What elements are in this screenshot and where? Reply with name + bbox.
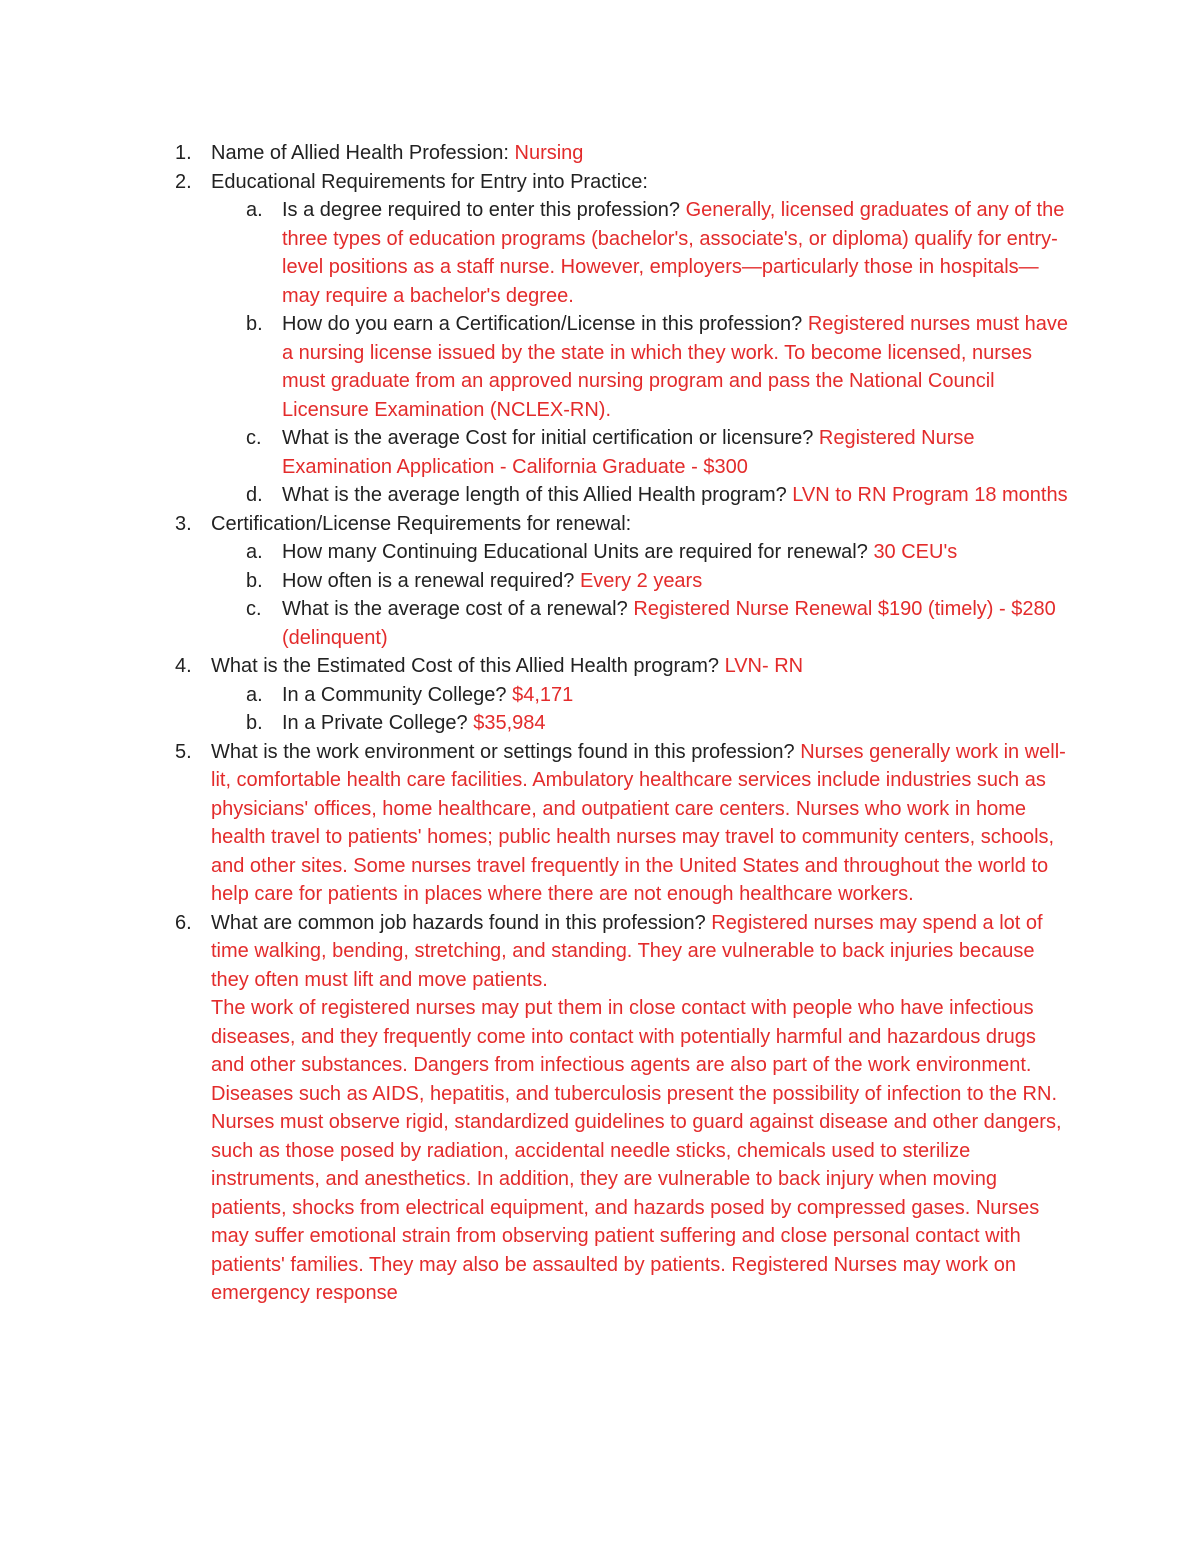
answer-text: Nursing — [514, 142, 584, 164]
sub-item-letter: a. — [246, 683, 263, 706]
list-item-2 — [170, 168, 1070, 197]
sub-item-letter: b. — [246, 569, 263, 592]
list-item-5 — [170, 738, 1070, 909]
question-text: Name of Allied Health Profession: — [211, 142, 515, 164]
question-text: What are common job hazards found in this profession? — [211, 911, 712, 934]
sub-item-3b — [170, 567, 1070, 596]
answer-text: Registered Nurse Renewal $190 (timely) - $280 (delinquent) — [282, 598, 1056, 649]
sub-item-4b — [170, 709, 1070, 738]
item-number: 1. — [175, 142, 192, 164]
question-text: In a Community College? — [282, 683, 513, 706]
sub-item-letter: b. — [246, 313, 263, 335]
sub-item-letter: c. — [246, 427, 262, 449]
item-number: 6. — [175, 911, 192, 934]
question-text: How do you earn a Certification/License in this profession? — [282, 313, 808, 335]
question-text: What is the average cost of a renewal? — [282, 598, 634, 620]
answer-text: Registered nurses must have a nursing license issued by the state in which they work. To become licensed, nurses must graduate from an approved nursing program and pass the National Council Licensure Examination (NCLEX-RN). — [282, 313, 1068, 421]
answer-text: Registered Nurse Examination Application - California Graduate - $300 — [282, 427, 975, 478]
item-number: 4. — [175, 655, 192, 677]
list-item-1 — [170, 139, 1070, 168]
sub-item-3a — [170, 538, 1070, 567]
answer-continuation-paragraph: The work of registered nurses may put them in close contact with people who have infectious diseases, and they frequently come into contact with potentially harmful and hazardous drugs and other substances. Dangers from infectious agents are also part of the work environment. Diseases such as AIDS, hepatitis, and tuberculosis present the possibility of infection to the RN. Nurses must observe rigid, standardized guidelines to guard against disease and other dangers, such as those posed by radiation, accidental needle sticks, chemicals used to sterilize instruments, and anesthetics. In addition, they are vulnerable to back injury when moving patients, shocks from electrical equipment, and hazards posed by compressed gases. Nurses may suffer emotional strain from observing patient suffering and close personal contact with patients' families. They may also be assaulted by patients. Registered Nurses may work on emergency response — [211, 997, 1062, 1304]
question-text: In a Private College? — [282, 712, 474, 734]
sub-item-letter: a. — [246, 541, 263, 563]
list-item-3 — [170, 510, 1070, 539]
question-text: What is the average Cost for initial certification or licensure? — [282, 427, 819, 449]
sub-item-2c — [170, 424, 1070, 481]
sub-item-letter: a. — [246, 199, 263, 221]
answer-text: Registered nurses may spend a lot of time walking, bending, stretching, and standing. They are vulnerable to back injuries because they often must lift and move patients. — [211, 911, 1043, 991]
answer-text: 30 CEU's — [873, 541, 958, 563]
answer-text: LVN- RN — [724, 655, 804, 677]
answer-text: Nurses generally work in well-lit, comfortable health care facilities. Ambulatory healthcare services include industries such as physicians' offices, home healthcare, and outpatient care centers. Nurses who work in home health travel to patients' homes; public health nurses may travel to community centers, schools, and other sites. Some nurses travel frequently in the United States and throughout the world to help care for patients in places where there are not enough healthcare workers. — [211, 740, 1066, 905]
question-text: Certification/License Requirements for renewal: — [211, 512, 632, 535]
document-body — [170, 139, 1070, 1308]
sub-item-letter: b. — [246, 712, 263, 734]
question-text: How many Continuing Educational Units are required for renewal? — [282, 541, 874, 563]
item-number: 2. — [175, 170, 192, 193]
sub-item-4a — [170, 681, 1070, 710]
sub-item-letter: d. — [246, 484, 263, 506]
sub-item-2d — [170, 481, 1070, 510]
question-text: How often is a renewal required? — [282, 569, 580, 592]
question-text: What is the work environment or settings found in this profession? — [211, 740, 801, 763]
sub-item-2b — [170, 310, 1070, 424]
item-number: 3. — [175, 512, 192, 535]
question-text: What is the average length of this Allied Health program? — [282, 484, 793, 506]
question-text: Is a degree required to enter this profession? — [282, 199, 686, 221]
answer-text: $4,171 — [512, 683, 574, 706]
list-item-4 — [170, 652, 1070, 681]
answer-text: Generally, licensed graduates of any of the three types of education programs (bachelor's, associate's, or diploma) qualify for entry-level positions as a staff nurse. However, employers—particularly those in hospitals—may require a bachelor's degree. — [282, 199, 1065, 307]
item-number: 5. — [175, 740, 192, 763]
answer-text: Every 2 years — [579, 569, 703, 592]
answer-text: $35,984 — [473, 712, 546, 734]
sub-item-2a — [170, 196, 1070, 310]
list-item-6 — [170, 909, 1070, 995]
sub-item-3c — [170, 595, 1070, 652]
question-text: What is the Estimated Cost of this Allied Health program? — [211, 655, 725, 677]
answer-text: LVN to RN Program 18 months — [792, 484, 1068, 506]
question-text: Educational Requirements for Entry into Practice: — [211, 170, 648, 193]
sub-item-letter: c. — [246, 598, 262, 620]
